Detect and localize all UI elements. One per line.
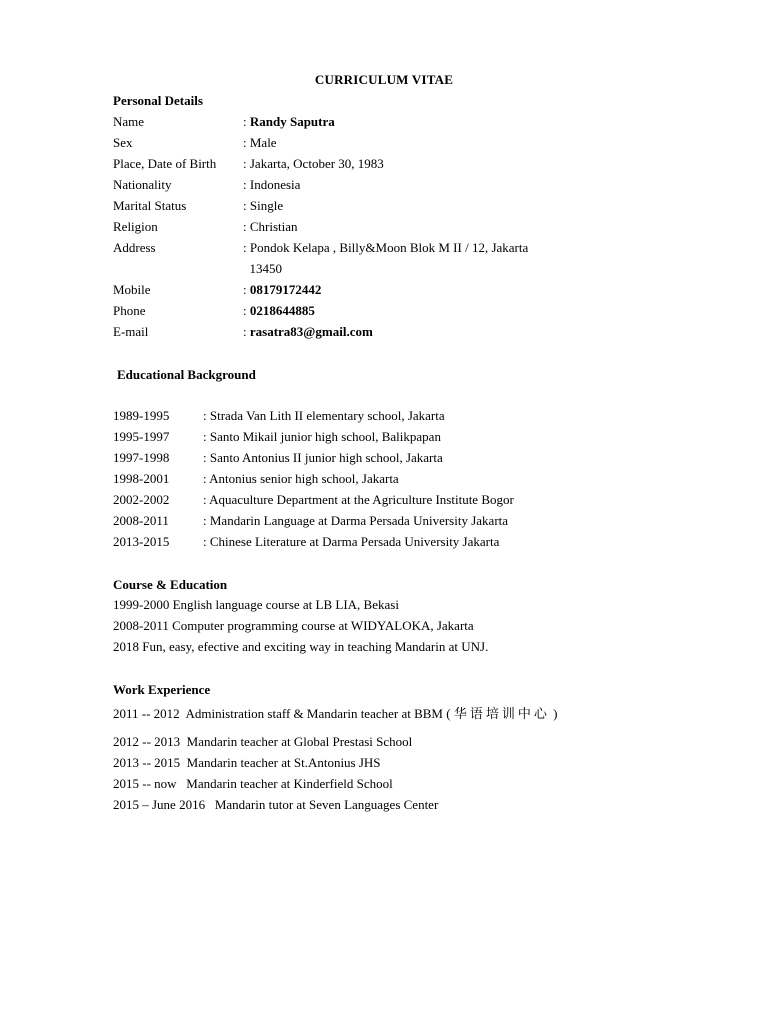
field-label: Address — [113, 240, 156, 255]
education-years: 1998-2001 — [113, 471, 170, 486]
education-years: 2013-2015 — [113, 534, 170, 549]
field-value: 13450 — [243, 261, 282, 276]
work-line: 2015 -- now Mandarin teacher at Kinderfield School — [113, 776, 393, 791]
education-years: 1997-1998 — [113, 450, 170, 465]
courses-heading: Course & Education — [113, 577, 228, 592]
education-years: 2008-2011 — [113, 513, 169, 528]
education-desc: : Santo Mikail junior high school, Balikpapan — [203, 429, 441, 444]
field-label: Marital Status — [113, 198, 187, 213]
phone-value: 0218644885 — [249, 303, 315, 318]
education-desc: : Strada Van Lith II elementary school, Jakarta — [203, 408, 445, 423]
field-value: : Indonesia — [243, 177, 301, 192]
personal-details-heading: Personal Details — [113, 93, 203, 108]
field-label: Religion — [113, 219, 158, 234]
field-label: Sex — [113, 135, 133, 150]
chinese-center-name: 华语培训中心 — [453, 707, 550, 722]
field-label: Mobile — [113, 282, 151, 297]
name-value: Randy Saputra — [249, 114, 335, 129]
education-years: 1995-1997 — [113, 429, 170, 444]
field-value: : rasatra83@gmail.com — [243, 324, 373, 339]
education-desc: : Chinese Literature at Darma Persada University Jakarta — [203, 534, 500, 549]
work-line: 2011 -- 2012 Administration staff & Mandarin teacher at BBM ( 华语培训中心 ) — [113, 706, 558, 722]
mobile-value: 08179172442 — [249, 282, 322, 297]
work-line: 2015 – June 2016 Mandarin tutor at Seven Languages Center — [113, 797, 439, 812]
field-value: : 0218644885 — [243, 303, 315, 318]
field-value: : 08179172442 — [243, 282, 322, 297]
education-years: 2002-2002 — [113, 492, 170, 507]
field-value: : Randy Saputra — [243, 114, 335, 129]
field-label: Name — [113, 114, 145, 129]
document-title: CURRICULUM VITAE — [314, 72, 454, 87]
field-value: : Jakarta, October 30, 1983 — [243, 156, 384, 171]
education-desc: : Antonius senior high school, Jakarta — [203, 471, 399, 486]
education-desc: : Mandarin Language at Darma Persada University Jakarta — [203, 513, 509, 528]
email-value: rasatra83@gmail.com — [249, 324, 373, 339]
field-value: : Pondok Kelapa , Billy&Moon Blok M II / 12, Jakarta — [243, 240, 529, 255]
education-heading: Educational Background — [117, 367, 256, 382]
work-heading: Work Experience — [113, 682, 211, 697]
work-line: 2012 -- 2013 Mandarin teacher at Global Prestasi School — [113, 734, 413, 749]
field-value: : Single — [243, 198, 284, 213]
course-line: 2008-2011 Computer programming course at WIDYALOKA, Jakarta — [113, 618, 474, 633]
field-value: : Male — [243, 135, 277, 150]
field-label: Phone — [113, 303, 146, 318]
education-desc: : Santo Antonius II junior high school, Jakarta — [203, 450, 443, 465]
work-line: 2013 -- 2015 Mandarin teacher at St.Antonius JHS — [113, 755, 381, 770]
education-desc: : Aquaculture Department at the Agriculture Institute Bogor — [203, 492, 514, 507]
field-value: : Christian — [243, 219, 298, 234]
course-line: 2018 Fun, easy, efective and exciting way in teaching Mandarin at UNJ. — [113, 639, 489, 654]
field-label: E-mail — [113, 324, 149, 339]
course-line: 1999-2000 English language course at LB LIA, Bekasi — [113, 597, 399, 612]
field-label: Place, Date of Birth — [113, 156, 217, 171]
education-years: 1989-1995 — [113, 408, 170, 423]
field-label: Nationality — [113, 177, 172, 192]
